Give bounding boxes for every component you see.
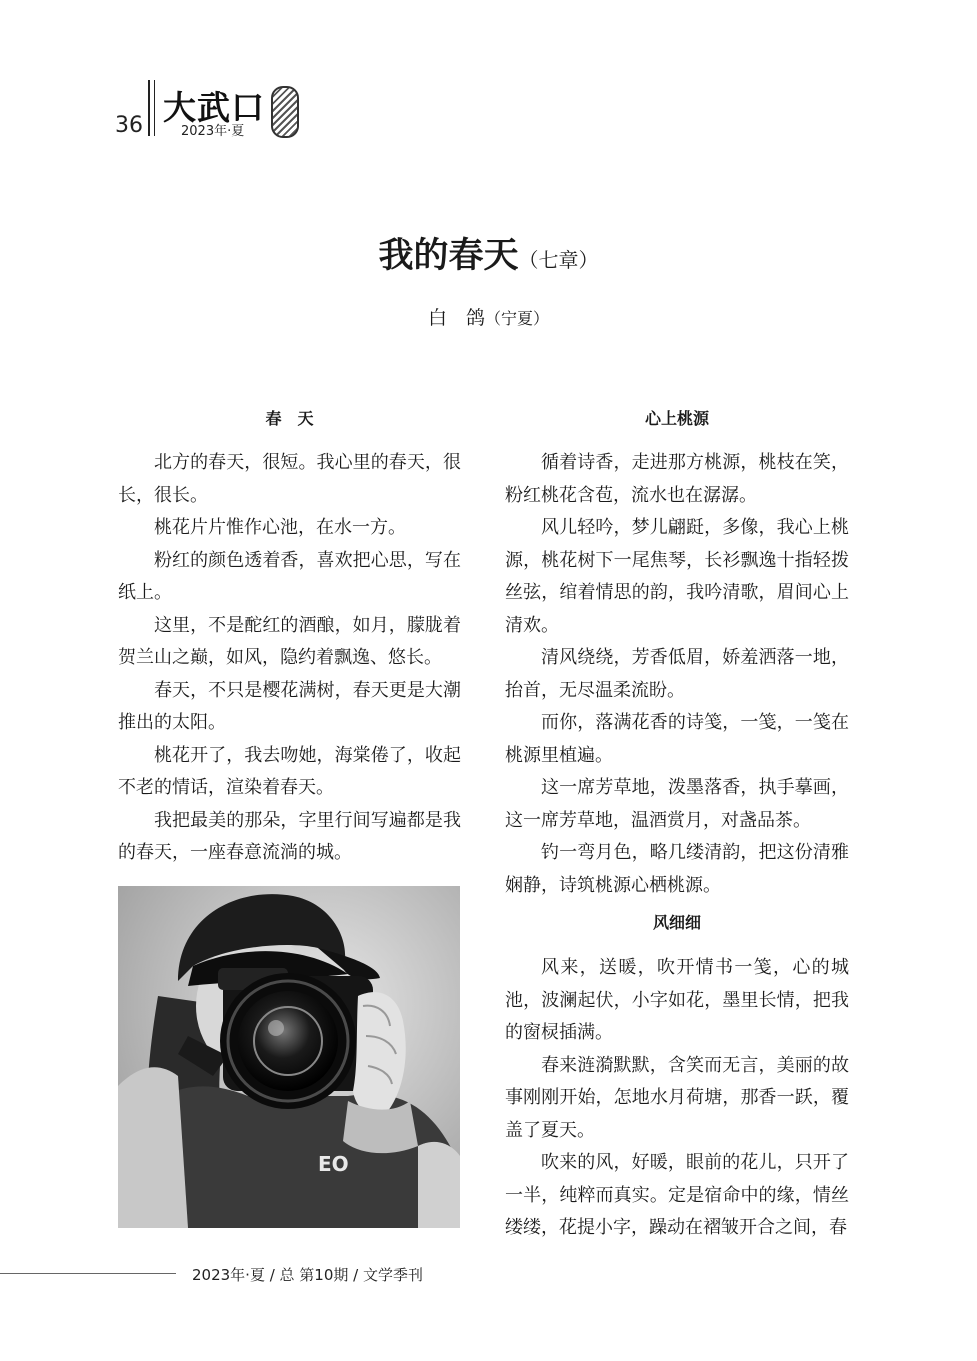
paragraph: 北方的春天，很短。我心里的春天，很长，很长。 — [118, 452, 461, 506]
title-subtitle: （七章） — [518, 248, 599, 272]
page-number: 36 — [115, 113, 143, 138]
header-divider-thin — [154, 80, 155, 136]
paragraph: 循着诗香，走进那方桃源，桃枝在笑，粉红桃花含苞，流水也在潺潺。 — [505, 452, 849, 506]
magazine-name: 大武口 — [163, 88, 265, 127]
paragraph: 而你，落满花香的诗笺，一笺，一笺在桃源里植遍。 — [505, 712, 849, 766]
author-line — [0, 303, 977, 330]
header-divider — [148, 80, 150, 136]
paragraph: 春来涟漪默默，含笑而无言，美丽的故事刚刚开始，怎地水月荷塘，那香一跃，覆盖了夏天。 — [505, 1054, 849, 1141]
footer-rule — [0, 1273, 176, 1274]
author-name: 白 鸽 — [427, 307, 485, 329]
section-body-gentle-breeze — [505, 952, 849, 1245]
section-body-peach-garden — [505, 447, 849, 902]
paragraph: 吹来的风，好暖，眼前的花儿，只开了一半，纯粹而真实。定是宿命中的缘，情丝缕缕，花提小字，躁动在褶皱开合之间，春 — [505, 1152, 849, 1238]
svg-text:EO: EO — [318, 1152, 349, 1176]
photographer-illustration — [118, 886, 460, 1228]
paragraph: 春天，不只是樱花满树，春天更是大潮推出的太阳。 — [118, 679, 461, 733]
issue-date: 2023年·夏 — [181, 124, 245, 139]
title-main: 我的春天 — [378, 235, 519, 276]
paragraph: 这里，不是酡红的酒酿，如月，朦胧着贺兰山之巅，如风，隐约着飘逸、悠长。 — [118, 614, 461, 668]
paragraph: 桃花开了，我去吻她，海棠倦了，收起不老的情话，渲染着春天。 — [118, 744, 461, 798]
paragraph: 风来，送暖，吹开情书一笺，心的城池，波澜起伏，小字如花，墨里长情，把我的窗棂插满。 — [505, 957, 849, 1043]
paragraph: 风儿轻吟，梦儿翩跹，多像，我心上桃源，桃花树下一尾焦琴，长衫飘逸十指轻拨丝弦，绾着情思的韵，我吟清歌，眉间心上清欢。 — [505, 517, 849, 636]
footer-text: 2023年·夏 / 总 第10期 / 文学季刊 — [192, 1266, 423, 1284]
section-title-peach-garden: 心上桃源 — [644, 409, 709, 428]
paragraph: 钓一弯月色，略几缕清韵，把这份清雅娴静，诗筑桃源心栖桃源。 — [505, 842, 849, 896]
paragraph: 桃花片片惟作心池，在水一方。 — [154, 517, 406, 538]
paragraph: 我把最美的那朵，字里行间写遍都是我的春天，一座春意流淌的城。 — [118, 809, 461, 863]
section-title-gentle-breeze: 风细细 — [652, 913, 701, 932]
paragraph: 清风绕绕，芳香低眉，娇羞洒落一地，抬首，无尽温柔流盼。 — [505, 647, 849, 701]
paragraph: 这一席芳草地，泼墨落香，执手摹画，这一席芳草地，温酒赏月，对盏品茶。 — [505, 777, 849, 831]
article-title — [0, 228, 977, 278]
author-region: （宁夏） — [485, 309, 550, 328]
section-body-spring — [118, 447, 461, 870]
section-title-spring: 春 天 — [265, 409, 314, 428]
paragraph: 粉红的颜色透着香，喜欢把心思，写在纸上。 — [118, 549, 461, 603]
photographer-drawing-icon — [118, 886, 460, 1228]
seal-logo-icon — [271, 86, 299, 138]
